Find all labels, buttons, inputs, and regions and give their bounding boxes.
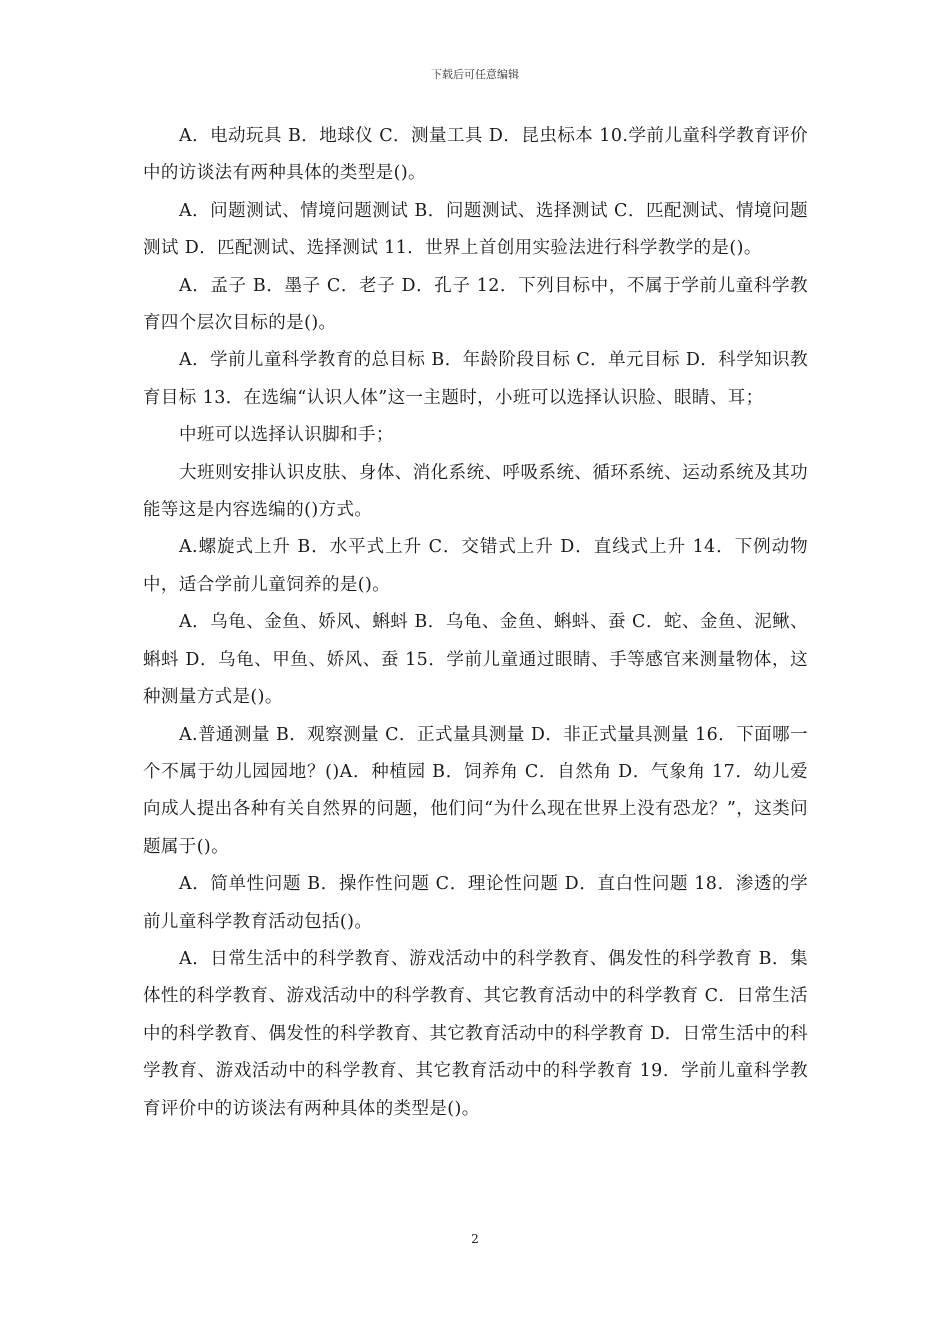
paragraph-9: A.普通测量 B．观察测量 C．正式量具测量 D．非正式量具测量 16．下面哪一个不属于幼儿园园地？()A．种植园 B．饲养角 C．自然角 D．气象角 17．幼儿爱向成人提出各种有关自然界的问题，他们问“为什么现在世界上没有恐龙？”，这类问题属于()。: [143, 724, 808, 857]
page-number: 2: [471, 1232, 479, 1246]
paragraph-10: A．简单性问题 B．操作性问题 C．理论性问题 D．直白性问题 18．渗透的学前儿童科学教育活动包括()。: [143, 874, 808, 932]
paragraph-7: A.螺旋式上升 B．水平式上升 C．交错式上升 D．直线式上升 14．下例动物中，适合学前儿童饲养的是()。: [143, 537, 808, 595]
paragraph-6: 大班则安排认识皮肤、身体、消化系统、呼吸系统、循环系统、运动系统及其功能等这是内容选编的()方式。: [143, 462, 808, 521]
paragraph-1: A．电动玩具 B．地球仪 C．测量工具 D．昆虫标本 10.学前儿童科学教育评价中的访谈法有两种具体的类型是()。: [143, 126, 808, 184]
paragraph-4: A．学前儿童科学教育的总目标 B．年龄阶段目标 C．单元目标 D．科学知识教育目标 13．在选编“认识人体”这一主题时，小班可以选择认识脸、眼睛、耳；: [143, 350, 808, 408]
paragraph-2: A．问题测试、情境问题测试 B．问题测试、选择测试 C．匹配测试、情境问题测试 D．匹配测试、选择测试 11．世界上首创用实验法进行科学教学的是()。: [143, 200, 808, 259]
paragraph-3: A．孟子 B．墨子 C．老子 D．孔子 12．下列目标中，不属于学前儿童科学教育四个层次目标的是()。: [143, 275, 808, 334]
paragraph-11: A．日常生活中的科学教育、游戏活动中的科学教育、偶发性的科学教育 B．集体性的科学教育、游戏活动中的科学教育、其它教育活动中的科学教育 C．日常生活中的科学教育、偶发性的科学教育、其它教育活动中的科学教育 D．日常生活中的科学教育、游戏活动中的科学教育、其它教育活动中的科学教育 19．学前儿童科学教育评价中的访谈法有两种具体的类型是()。: [143, 948, 808, 1119]
document-body: [143, 118, 808, 1128]
page-header: 下载后可任意编辑: [431, 68, 519, 81]
paragraph-5: 中班可以选择认识脚和手；: [179, 425, 394, 446]
paragraph-8: A．乌龟、金鱼、娇风、蝌蚪 B．乌龟、金鱼、蝌蚪、蚕 C．蛇、金鱼、泥鳅、蝌蚪 D．乌龟、甲鱼、娇风、蚕 15．学前儿童通过眼睛、手等感官来测量物体，这种测量方式是()。: [143, 612, 808, 708]
